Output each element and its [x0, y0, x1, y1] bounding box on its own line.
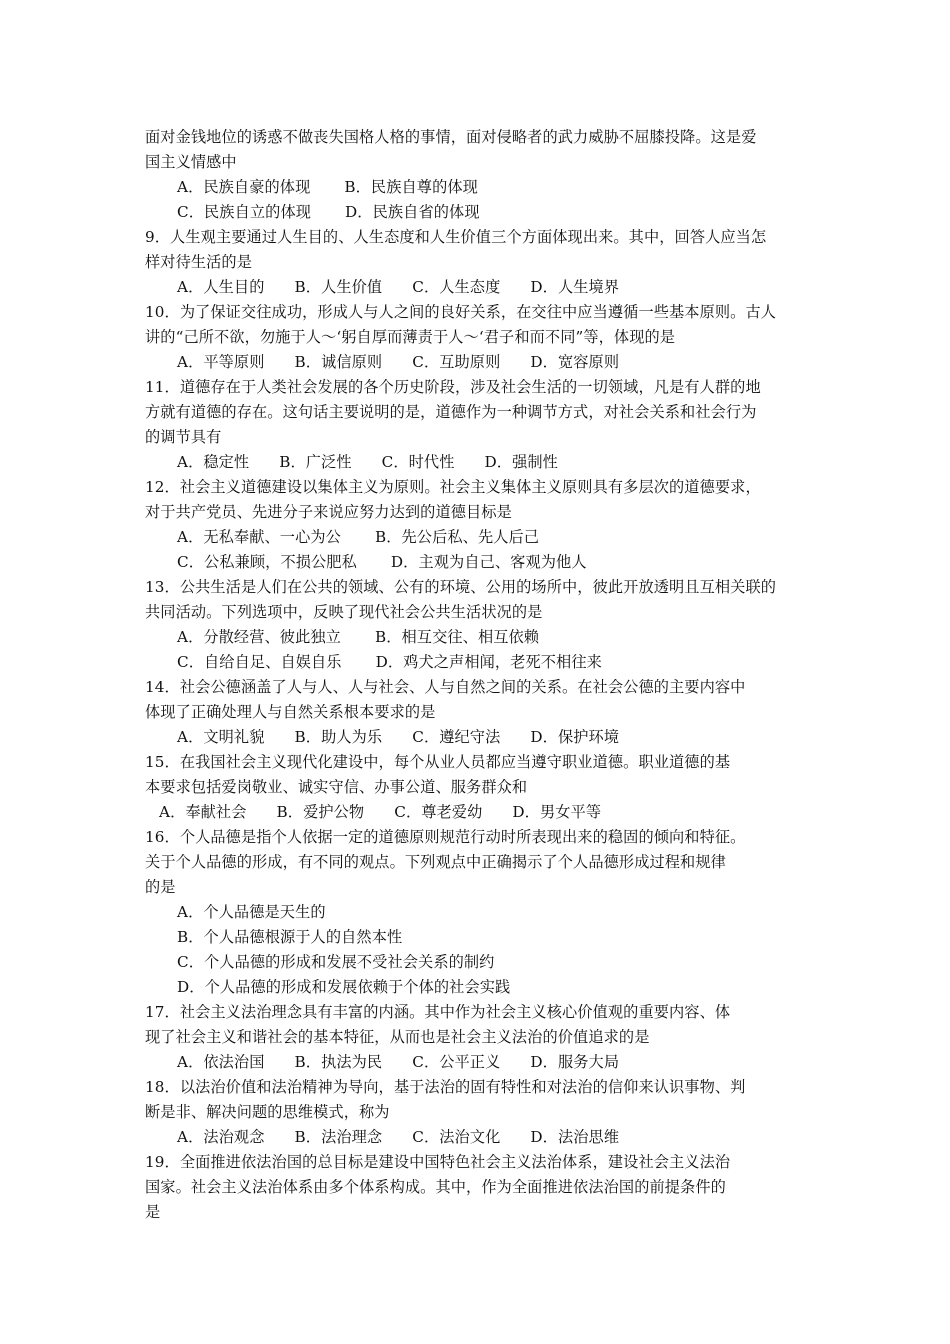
question-14	[145, 675, 815, 750]
question-stem-line: 体现了正确处理人与自然关系根本要求的是	[145, 703, 436, 721]
option-d: D．个人品德的形成和发展依赖于个体的社会实践	[177, 978, 511, 996]
option-c: C．人生态度	[412, 278, 501, 296]
option-row	[145, 525, 815, 550]
option-d: D．法治思维	[530, 1128, 620, 1146]
question-stem-line: 9．人生观主要通过人生目的、人生态度和人生价值三个方面体现出来。其中，回答人应当怎	[145, 228, 767, 246]
question-stem-line: 12．社会主义道德建设以集体主义为原则。社会主义集体主义原则具有多层次的道德要求，	[145, 478, 761, 496]
question-stem-line: 的是	[145, 878, 176, 896]
option-b: B．先公后私、先人后己	[374, 528, 540, 546]
question-stem-line: 19．全面推进依法治国的总目标是建设中国特色社会主义法治体系，建设社会主义法治	[145, 1153, 731, 1171]
question-stem-line: 国家。社会主义法治体系由多个体系构成。其中，作为全面推进依法治国的前提条件的	[145, 1178, 726, 1196]
option-d: D．鸡犬之声相闻，老死不相往来	[375, 653, 602, 671]
question-stem-line: 国主义情感中	[145, 153, 237, 171]
option-c: C．公平正义	[412, 1053, 501, 1071]
option-d: D．主观为自己、客观为他人	[390, 553, 587, 571]
question-stem-line: 对于共产党员、先进分子来说应努力达到的道德目标是	[145, 503, 512, 521]
option-b: B．法治理念	[294, 1128, 383, 1146]
option-row	[145, 1050, 815, 1075]
option-a: A．无私奉献、一心为公	[177, 528, 341, 546]
option-row	[145, 200, 815, 225]
option-b: B．助人为乐	[294, 728, 383, 746]
option-b: B．诚信原则	[294, 353, 383, 371]
option-b: B．相互交往、相互依赖	[374, 628, 540, 646]
question-list	[145, 125, 815, 1225]
question-stem-line: 的调节具有	[145, 428, 222, 446]
question-stem-line: 面对金钱地位的诱惑不做丧失国格人格的事情，面对侵略者的武力威胁不屈膝投降。这是爱	[145, 128, 757, 146]
option-a: A．奉献社会	[159, 803, 247, 821]
option-a: A．文明礼貌	[177, 728, 265, 746]
question-stem-line: 现了社会主义和谐社会的基本特征，从而也是社会主义法治的价值追求的是	[145, 1028, 650, 1046]
option-c: C．个人品德的形成和发展不受社会关系的制约	[177, 953, 495, 971]
question-stem-line: 10．为了保证交往成功，形成人与人之间的良好关系，在交往中应当遵循一些基本原则。古人	[145, 303, 777, 321]
option-d: D．服务大局	[530, 1053, 620, 1071]
question-stem-line: 共同活动。下列选项中，反映了现代社会公共生活状况的是	[145, 603, 543, 621]
question-stem-line: 14．社会公德涵盖了人与人、人与社会、人与自然之间的关系。在社会公德的主要内容中	[145, 678, 746, 696]
option-row	[145, 350, 815, 375]
option-a: A．平等原则	[177, 353, 265, 371]
option-a: A．依法治国	[177, 1053, 265, 1071]
question-10	[145, 300, 815, 375]
option-row	[145, 1125, 815, 1150]
question-12	[145, 475, 815, 575]
option-row	[145, 625, 815, 650]
option-row	[145, 725, 815, 750]
question-stem-line: 断是非、解决问题的思维模式，称为	[145, 1103, 390, 1121]
question-stem-line: 17．社会主义法治理念具有丰富的内涵。其中作为社会主义核心价值观的重要内容、体	[145, 1003, 731, 1021]
option-c: C．公私兼顾，不损公肥私	[177, 553, 357, 571]
question-15	[145, 750, 815, 825]
question-stem-line: 方就有道德的存在。这句话主要说明的是，道德作为一种调节方式，对社会关系和社会行为	[145, 403, 757, 421]
option-a: A．分散经营、彼此独立	[177, 628, 341, 646]
option-b: B．个人品德根源于人的自然本性	[177, 928, 403, 946]
question-16	[145, 825, 815, 1000]
option-row	[145, 650, 815, 675]
question-stem-line: 15．在我国社会主义现代化建设中，每个从业人员都应当遵守职业道德。职业道德的基	[145, 753, 731, 771]
option-d: D．强制性	[484, 453, 558, 471]
question-stem-line: 13．公共生活是人们在公共的领域、公有的环境、公用的场所中，彼此开放透明且互相关联的	[145, 578, 777, 596]
question-18	[145, 1075, 815, 1150]
option-c: C．遵纪守法	[412, 728, 501, 746]
option-row	[145, 175, 815, 200]
option-c: C．自给自足、自娱自乐	[177, 653, 342, 671]
question-stem-line: 样对待生活的是	[145, 253, 253, 271]
question-stem-line: 关于个人品德的形成，有不同的观点。下列观点中正确揭示了个人品德形成过程和规律	[145, 853, 726, 871]
option-c: C．法治文化	[412, 1128, 501, 1146]
option-d: D．宽容原则	[530, 353, 620, 371]
question-13	[145, 575, 815, 675]
option-d: D．男女平等	[512, 803, 602, 821]
question-stem-line: 是	[145, 1203, 161, 1221]
option-a: A．个人品德是天生的	[177, 903, 326, 921]
option-row	[145, 275, 815, 300]
option-c: C．互助原则	[412, 353, 501, 371]
question-stem-line: 本要求包括爱岗敬业、诚实守信、办事公道、服务群众和	[145, 778, 528, 796]
option-b: B．广泛性	[279, 453, 352, 471]
option-c: C．民族自立的体现	[177, 203, 312, 221]
option-b: B．人生价值	[294, 278, 383, 296]
option-a: A．稳定性	[177, 453, 250, 471]
option-row	[145, 450, 815, 475]
question-stem-line: 讲的“己所不欲，勿施于人～‘躬自厚而薄责于人～‘君子和而不同”等，体现的是	[145, 328, 676, 346]
question-11	[145, 375, 815, 475]
option-d: D．保护环境	[530, 728, 620, 746]
question-9	[145, 225, 815, 300]
option-b: B．执法为民	[294, 1053, 383, 1071]
option-c: C．时代性	[381, 453, 455, 471]
question-stem-line: 16．个人品德是指个人依据一定的道德原则规范行动时所表现出来的稳固的倾向和特征。	[145, 828, 746, 846]
question-19	[145, 1150, 815, 1225]
option-b: B．民族自尊的体现	[344, 178, 478, 196]
question-8-continued	[145, 125, 815, 225]
question-17	[145, 1000, 815, 1075]
option-b: B．爱护公物	[276, 803, 365, 821]
option-row	[145, 550, 815, 575]
option-row	[145, 800, 815, 825]
question-stem-line: 18．以法治价值和法治精神为导向，基于法治的固有特性和对法治的信仰来认识事物、判	[145, 1078, 746, 1096]
option-d: D．人生境界	[530, 278, 620, 296]
option-a: A．法治观念	[177, 1128, 265, 1146]
question-stem-line: 11．道德存在于人类社会发展的各个历史阶段，涉及社会生活的一切领域，凡是有人群的地	[145, 378, 761, 396]
option-c: C．尊老爱幼	[394, 803, 483, 821]
option-d: D．民族自省的体现	[345, 203, 480, 221]
option-a: A．人生目的	[177, 278, 265, 296]
option-a: A．民族自豪的体现	[177, 178, 311, 196]
